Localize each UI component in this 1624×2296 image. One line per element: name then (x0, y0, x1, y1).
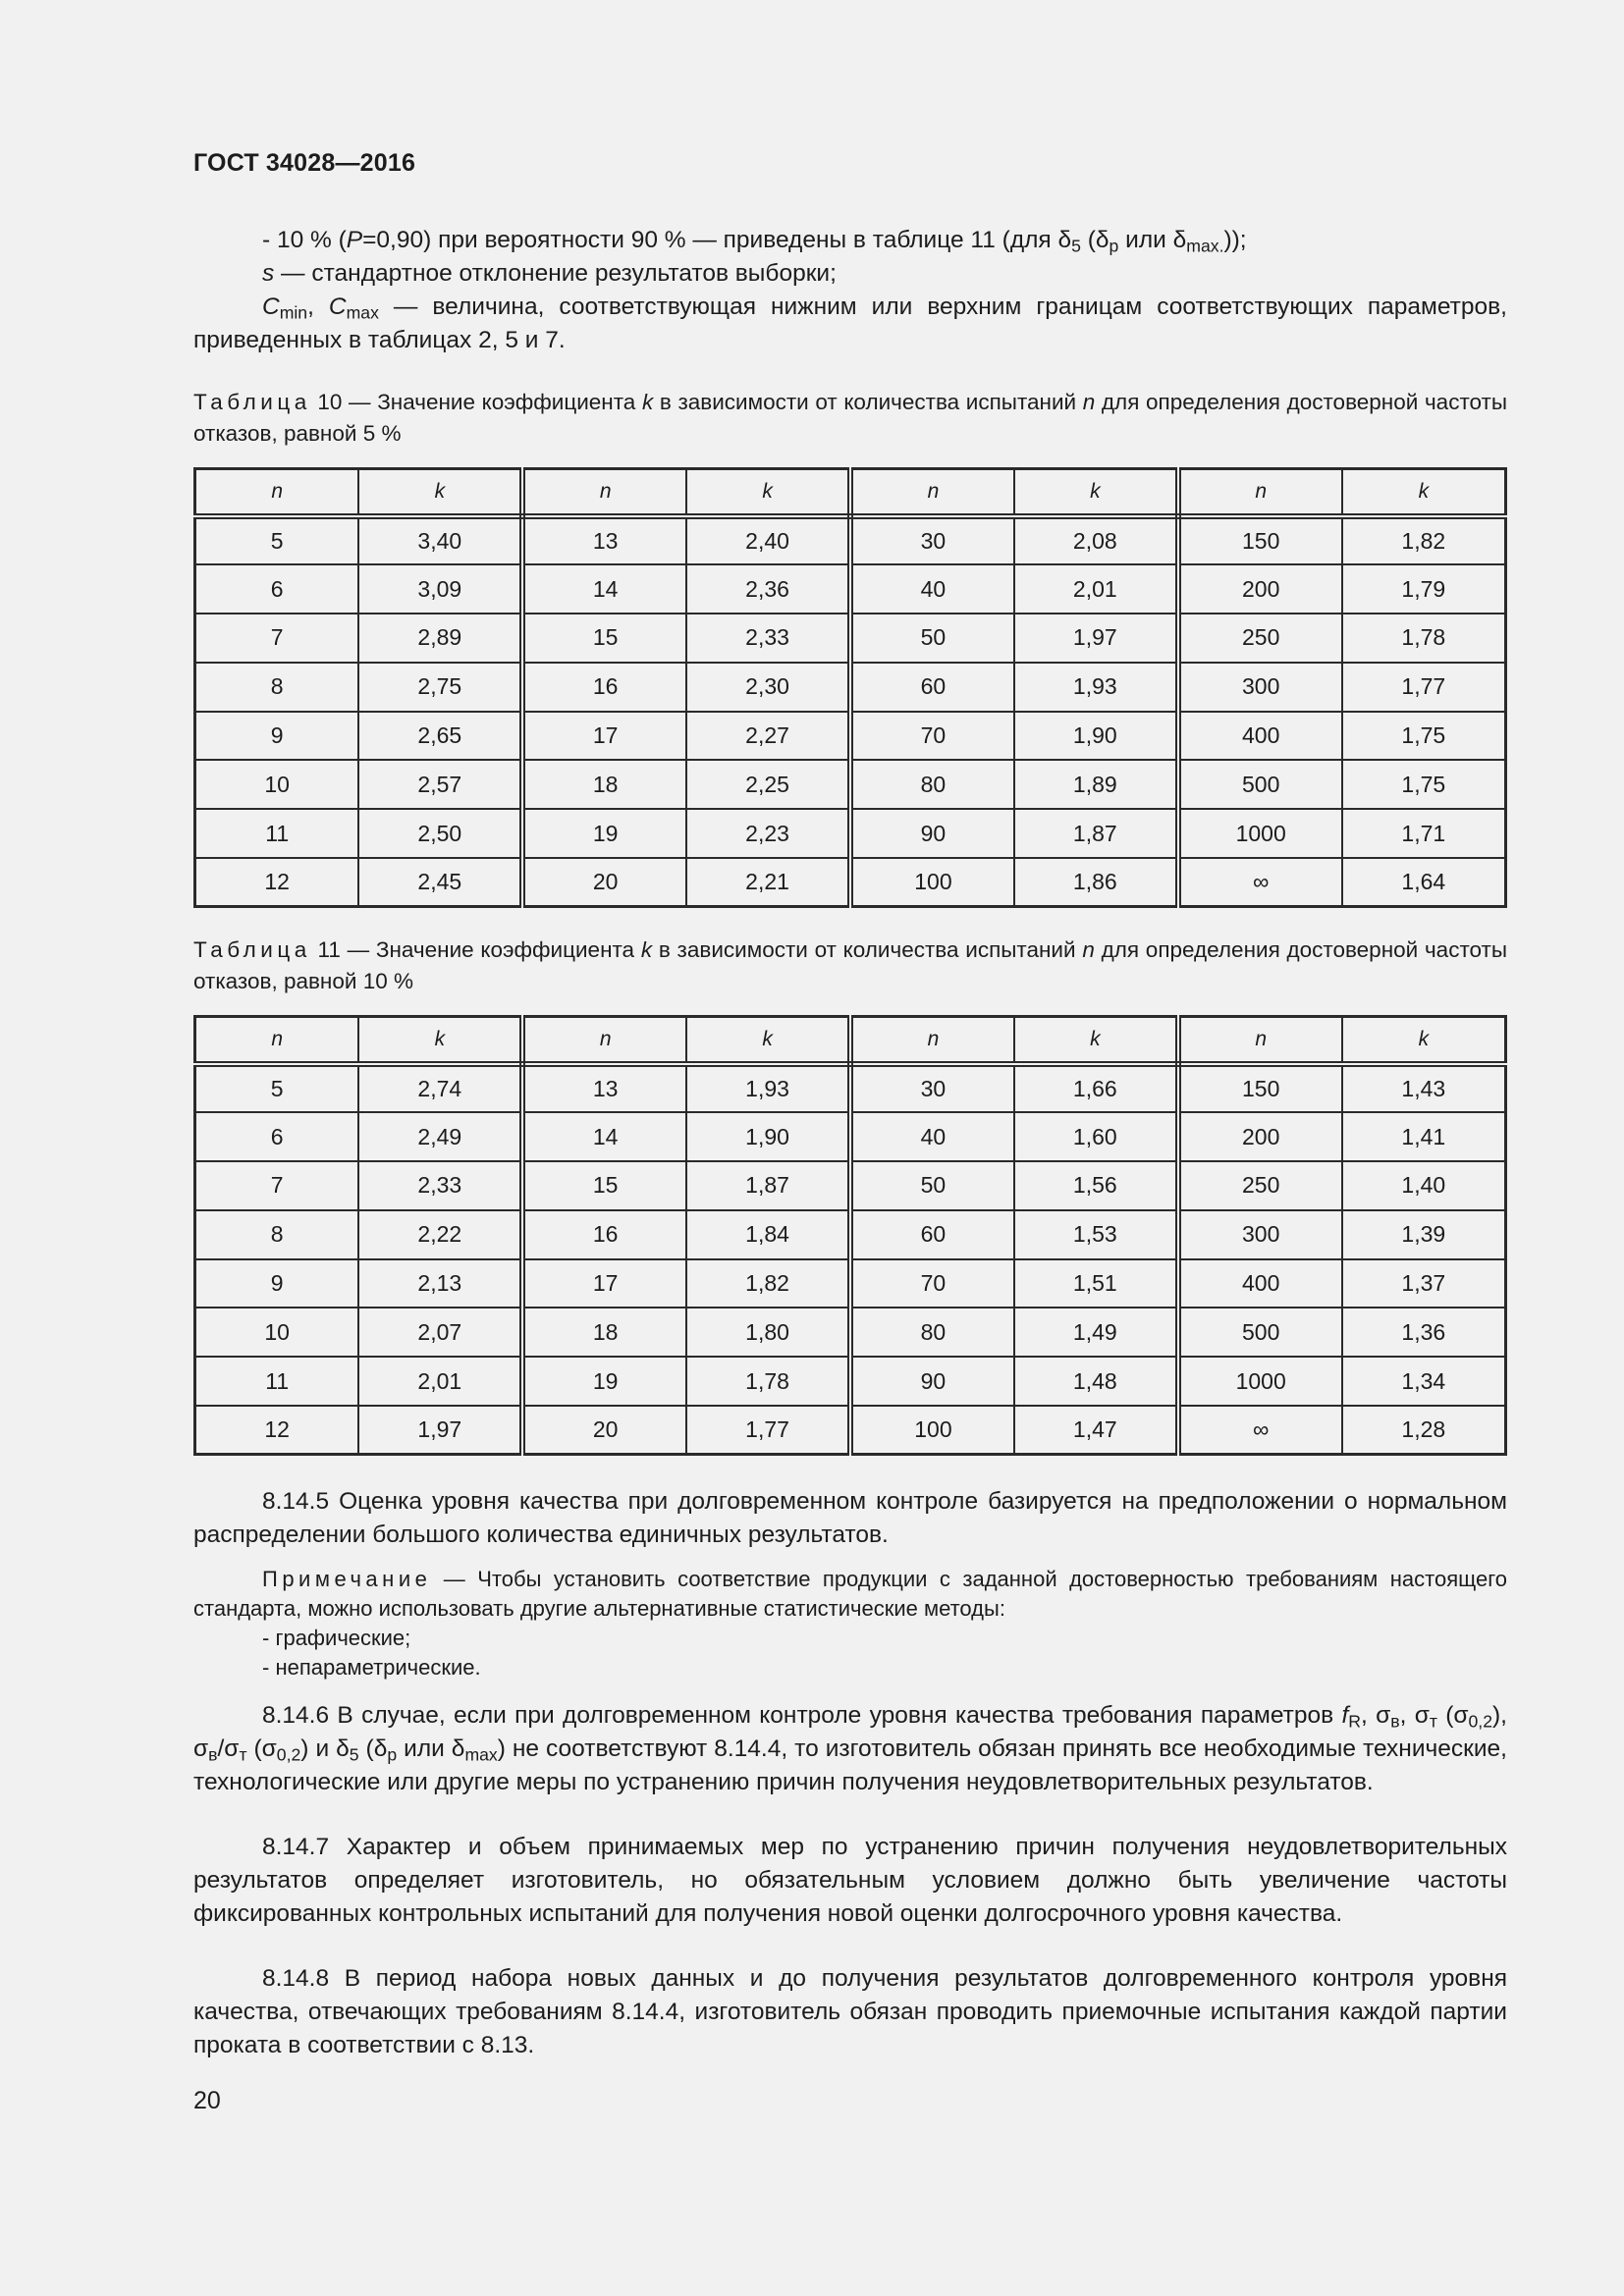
table-cell: 1,77 (1342, 663, 1506, 712)
column-header: k (1014, 1017, 1178, 1064)
table-row (195, 516, 1506, 565)
table-cell: 90 (850, 809, 1014, 858)
column-header: n (522, 1017, 686, 1064)
table-cell: 80 (850, 760, 1014, 809)
table-cell: 1,47 (1014, 1406, 1178, 1455)
table-header-row (195, 1017, 1506, 1064)
column-header: n (1178, 469, 1342, 516)
document-header: ГОСТ 34028—2016 (193, 149, 416, 177)
table-cell: 2,75 (358, 663, 522, 712)
column-header: n (850, 1017, 1014, 1064)
table-cell: ∞ (1178, 1406, 1342, 1455)
column-header: k (358, 469, 522, 516)
paragraph-8-14-7: 8.14.7 Характер и объем принимаемых мер по устранению причин получения неудовлетворительных результатов определяет изготовитель, но обязательным условием должно быть увеличение частоты фиксированных контрольных испытаний для получения новой оценки долгосрочного уровня качества. (193, 1834, 1507, 1927)
intro-line-1: - 10 % (P=0,90) при вероятности 90 % — приведены в таблице 11 (для $\delta_5$ ($\delta_p$ или $\delta_{max.}$)); (262, 227, 1247, 256)
table-cell: 1,86 (1014, 858, 1178, 907)
column-header: k (1342, 469, 1506, 516)
table-cell: 1,75 (1342, 712, 1506, 761)
intro-line-2: s — стандартное отклонение результатов выборки; (262, 260, 837, 287)
table-cell: 250 (1178, 614, 1342, 663)
table-row (195, 564, 1506, 614)
table-cell: 2,07 (358, 1308, 522, 1357)
table-row (195, 1161, 1506, 1210)
table-cell: 70 (850, 712, 1014, 761)
table-cell: 50 (850, 614, 1014, 663)
table-row (195, 809, 1506, 858)
table-cell: 1,60 (1014, 1112, 1178, 1161)
table-cell: 2,89 (358, 614, 522, 663)
table-cell: 100 (850, 858, 1014, 907)
table-cell: 2,01 (358, 1357, 522, 1406)
table-cell: 17 (522, 1259, 686, 1308)
table-cell: 60 (850, 663, 1014, 712)
intro-line-3: $C_{min}$, $C_{max}$ — величина, соответствующая нижним или верхним границам соответствующих параметров, приведенных в таблицах 2, 5 и 7. (193, 294, 1507, 353)
table-cell: 1,34 (1342, 1357, 1506, 1406)
table-cell: 3,40 (358, 516, 522, 565)
table-cell: 1,75 (1342, 760, 1506, 809)
table-cell: 6 (195, 564, 359, 614)
table-cell: 1,80 (686, 1308, 850, 1357)
table-cell: 13 (522, 516, 686, 565)
table-cell: 7 (195, 614, 359, 663)
table-row (195, 1259, 1506, 1308)
table-cell: 1,49 (1014, 1308, 1178, 1357)
table-cell: 16 (522, 663, 686, 712)
table-cell: 2,08 (1014, 516, 1178, 565)
table-cell: 400 (1178, 1259, 1342, 1308)
table-row (195, 1357, 1506, 1406)
table-cell: 19 (522, 1357, 686, 1406)
table-cell: 3,09 (358, 564, 522, 614)
table-cell: 14 (522, 564, 686, 614)
table-cell: 20 (522, 858, 686, 907)
table-cell: 100 (850, 1406, 1014, 1455)
table-cell: 500 (1178, 1308, 1342, 1357)
table-cell: 19 (522, 809, 686, 858)
table-cell: 1,41 (1342, 1112, 1506, 1161)
table-cell: 1,87 (1014, 809, 1178, 858)
column-header: n (850, 469, 1014, 516)
table-cell: 150 (1178, 1064, 1342, 1113)
table-cell: 1000 (1178, 1357, 1342, 1406)
table-cell: 2,40 (686, 516, 850, 565)
table-cell: 5 (195, 516, 359, 565)
table-cell: 90 (850, 1357, 1014, 1406)
page-number: 20 (193, 2087, 221, 2114)
table-row (195, 614, 1506, 663)
table-cell: 6 (195, 1112, 359, 1161)
table-cell: 1,79 (1342, 564, 1506, 614)
table-cell: 16 (522, 1210, 686, 1259)
column-header: k (1014, 469, 1178, 516)
table-cell: 1,40 (1342, 1161, 1506, 1210)
table-cell: 1,82 (1342, 516, 1506, 565)
paragraph-8-14-8: 8.14.8 В период набора новых данных и до получения результатов долговременного контроля уровня качества, отвечающих требованиям 8.14.4, изготовитель обязан проводить приемочные испытания каждой партии проката в соответствии с 8.13. (193, 1965, 1507, 2058)
table-cell: 2,74 (358, 1064, 522, 1113)
table-cell: 1,37 (1342, 1259, 1506, 1308)
column-header: k (686, 469, 850, 516)
table-cell: 50 (850, 1161, 1014, 1210)
table-cell: 2,21 (686, 858, 850, 907)
table-cell: 9 (195, 1259, 359, 1308)
table-cell: 1000 (1178, 809, 1342, 858)
table-cell: 200 (1178, 1112, 1342, 1161)
table-cell: 1,77 (686, 1406, 850, 1455)
table-cell: 10 (195, 760, 359, 809)
table-cell: 1,78 (686, 1357, 850, 1406)
table-cell: 20 (522, 1406, 686, 1455)
table-cell: 2,45 (358, 858, 522, 907)
table-cell: 2,50 (358, 809, 522, 858)
table-cell: 70 (850, 1259, 1014, 1308)
column-header: n (195, 469, 359, 516)
table-cell: 2,27 (686, 712, 850, 761)
table-cell: 40 (850, 1112, 1014, 1161)
note-text: Примечание — Чтобы установить соответствие продукции с заданной достоверностью требованиям настоящего стандарта, можно использовать другие альтернативные статистические методы: (193, 1567, 1507, 1621)
table-cell: 8 (195, 1210, 359, 1259)
table-cell: 30 (850, 516, 1014, 565)
table-cell: 1,84 (686, 1210, 850, 1259)
table-row (195, 1406, 1506, 1455)
table-cell: 2,65 (358, 712, 522, 761)
table-cell: 5 (195, 1064, 359, 1113)
table-cell: 7 (195, 1161, 359, 1210)
table-cell: 2,36 (686, 564, 850, 614)
table-cell: 1,78 (1342, 614, 1506, 663)
table-cell: 150 (1178, 516, 1342, 565)
table-cell: 2,22 (358, 1210, 522, 1259)
table-cell: 1,87 (686, 1161, 850, 1210)
table-cell: 2,49 (358, 1112, 522, 1161)
table11 (193, 1015, 1507, 1456)
table-cell: 2,13 (358, 1259, 522, 1308)
table-cell: 1,56 (1014, 1161, 1178, 1210)
table-cell: 11 (195, 809, 359, 858)
table-cell: 1,71 (1342, 809, 1506, 858)
note-block (193, 1565, 1507, 1682)
table-cell: 300 (1178, 663, 1342, 712)
table-cell: 1,39 (1342, 1210, 1506, 1259)
table-cell: 8 (195, 663, 359, 712)
column-header: n (522, 469, 686, 516)
table-cell: 18 (522, 760, 686, 809)
table-cell: 1,53 (1014, 1210, 1178, 1259)
table-cell: 2,57 (358, 760, 522, 809)
table-cell: 1,93 (1014, 663, 1178, 712)
table-cell: 40 (850, 564, 1014, 614)
column-header: k (686, 1017, 850, 1064)
table-cell: 1,90 (1014, 712, 1178, 761)
table-row (195, 712, 1506, 761)
table-row (195, 1112, 1506, 1161)
table-row (195, 760, 1506, 809)
table-cell: 60 (850, 1210, 1014, 1259)
table-cell: 2,33 (358, 1161, 522, 1210)
table-cell: 2,30 (686, 663, 850, 712)
table-cell: 1,66 (1014, 1064, 1178, 1113)
table-cell: 200 (1178, 564, 1342, 614)
table-cell: 2,23 (686, 809, 850, 858)
table-cell: 13 (522, 1064, 686, 1113)
table10 (193, 467, 1507, 908)
table-cell: 300 (1178, 1210, 1342, 1259)
table-cell: ∞ (1178, 858, 1342, 907)
table-cell: 1,43 (1342, 1064, 1506, 1113)
table-cell: 1,48 (1014, 1357, 1178, 1406)
table-cell: 1,36 (1342, 1308, 1506, 1357)
column-header: n (195, 1017, 359, 1064)
table-cell: 1,97 (358, 1406, 522, 1455)
table-cell: 80 (850, 1308, 1014, 1357)
table-cell: 14 (522, 1112, 686, 1161)
table-cell: 10 (195, 1308, 359, 1357)
table-row (195, 1210, 1506, 1259)
table-cell: 2,25 (686, 760, 850, 809)
note-item-2: - непараметрические. (262, 1655, 481, 1680)
table-cell: 250 (1178, 1161, 1342, 1210)
table-cell: 1,82 (686, 1259, 850, 1308)
table10-caption: Таблица 10 — Значение коэффициента k в зависимости от количества испытаний n для определения достоверной частоты отказов, равной 5 % (193, 390, 1507, 446)
table-cell: 11 (195, 1357, 359, 1406)
table-cell: 15 (522, 1161, 686, 1210)
table11-caption: Таблица 11 — Значение коэффициента k в зависимости от количества испытаний n для определения достоверной частоты отказов, равной 10 % (193, 937, 1507, 993)
paragraph-8-14-5: 8.14.5 Оценка уровня качества при долговременном контроле базируется на предположении о нормальном распределении большого количества единичных результатов. (193, 1488, 1507, 1548)
table-cell: 2,33 (686, 614, 850, 663)
table-cell: 18 (522, 1308, 686, 1357)
table-cell: 1,90 (686, 1112, 850, 1161)
column-header: n (1178, 1017, 1342, 1064)
table-cell: 12 (195, 858, 359, 907)
column-header: k (1342, 1017, 1506, 1064)
paragraph-8-14-6: 8.14.6 В случае, если при долговременном контроле уровня качества требования параметров $f_R$, $\sigma_в$, $\sigma_т$ $(\sigma_{0,2})$, $\sigma_в/\sigma_т$ $(\sigma_{0,2})$ и $\delta_5$ ($\delta_p$ или $\delta_{max}$) не соответствуют 8.14.4, то изготовитель обязан принять все необходимые технические, технологические или другие меры по устранению причин получения неудовлетворительных результатов. (193, 1702, 1507, 1795)
table-cell: 15 (522, 614, 686, 663)
table-cell: 17 (522, 712, 686, 761)
table-cell: 1,28 (1342, 1406, 1506, 1455)
table-row (195, 663, 1506, 712)
table-cell: 12 (195, 1406, 359, 1455)
table-cell: 1,93 (686, 1064, 850, 1113)
column-header: k (358, 1017, 522, 1064)
table-cell: 9 (195, 712, 359, 761)
table-cell: 1,64 (1342, 858, 1506, 907)
table-cell: 1,51 (1014, 1259, 1178, 1308)
table-cell: 1,97 (1014, 614, 1178, 663)
table-cell: 400 (1178, 712, 1342, 761)
table-cell: 2,01 (1014, 564, 1178, 614)
table-cell: 30 (850, 1064, 1014, 1113)
table-cell: 1,89 (1014, 760, 1178, 809)
table-row (195, 858, 1506, 907)
table-cell: 500 (1178, 760, 1342, 809)
table-row (195, 1308, 1506, 1357)
table-header-row (195, 469, 1506, 516)
table-row (195, 1064, 1506, 1113)
intro-block (193, 224, 1507, 357)
note-item-1: - графические; (262, 1626, 411, 1650)
